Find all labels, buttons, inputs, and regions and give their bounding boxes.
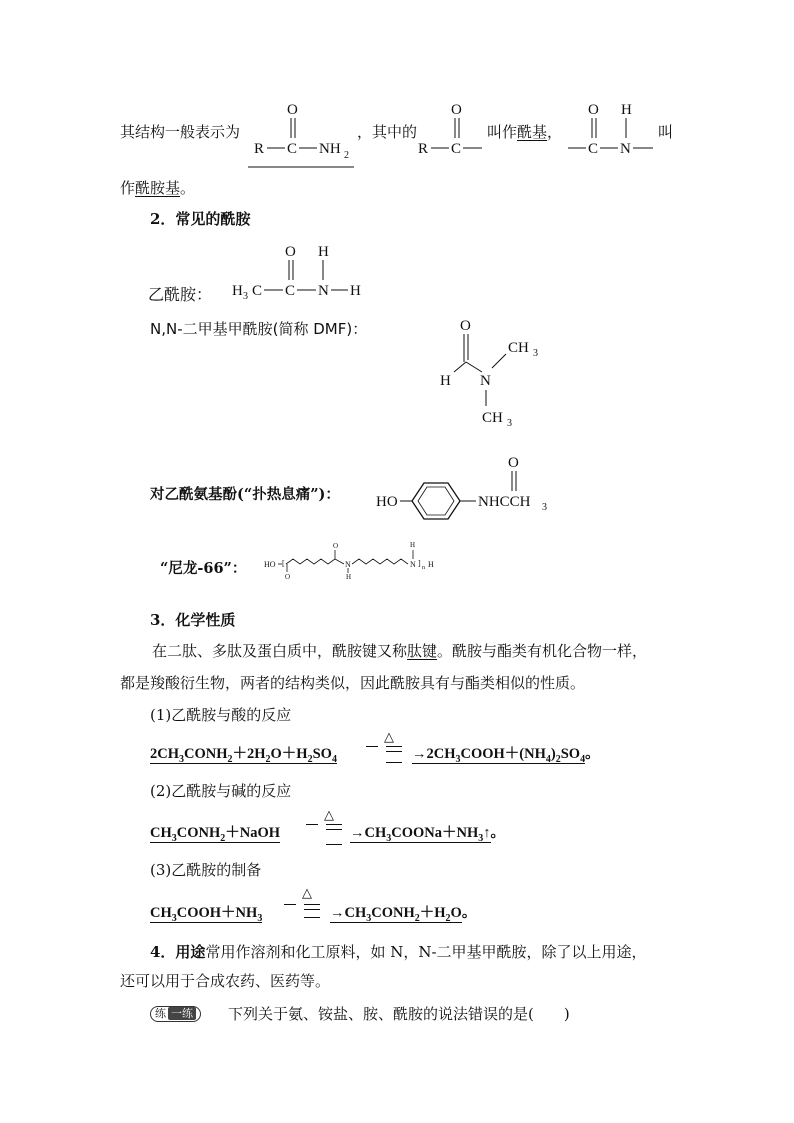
general-amide-structure: [248, 96, 363, 171]
heat-condition-1: △: [362, 732, 402, 768]
svg-text:O: O: [333, 542, 339, 550]
svg-text:HO: HO: [264, 560, 276, 569]
svg-text:H: H: [318, 244, 329, 260]
svg-text:3: 3: [542, 502, 547, 513]
equation-3-products: $\to CH_3CONH_2+H_2O$。: [330, 905, 477, 924]
section4-title: 4．用途: [150, 943, 206, 961]
intro-structure-text: 其结构一般表示为: [120, 123, 241, 141]
section3-title: 3．化学性质: [150, 611, 236, 629]
equation-1-products: $\to 2CH_3COOH+(NH_4)_2SO_4$。: [412, 746, 600, 765]
intro-comma-middle: ，其中的: [357, 123, 418, 141]
svg-text:HO: HO: [376, 494, 398, 510]
svg-text:H: H: [410, 541, 416, 549]
svg-text:CH: CH: [482, 410, 503, 426]
svg-text:C: C: [252, 283, 263, 299]
svg-text:O: O: [285, 573, 291, 580]
svg-text:3: 3: [533, 348, 538, 359]
equation-3: $CH_3COOH+NH_3$: [150, 905, 263, 924]
svg-text:O: O: [460, 318, 471, 334]
sub-2: 2: [344, 150, 349, 161]
svg-text:C: C: [451, 141, 462, 157]
svg-text:O: O: [285, 244, 296, 260]
section3-sub3: (3)乙酰胺的制备: [150, 861, 262, 879]
equation-1: $2CH_3CONH_2+2H_2O+H_2SO_4$: [150, 746, 337, 765]
nylon-label: “尼龙-66”：: [160, 560, 247, 577]
svg-text:]: ]: [418, 559, 421, 568]
atom-o: O: [287, 102, 298, 118]
svg-text:R: R: [418, 141, 429, 157]
svg-text:NHCCH: NHCCH: [478, 494, 531, 510]
acetamide-label: 乙酰胺：: [148, 285, 213, 304]
dmf-label: N,N-二甲基甲酰胺(简称 DMF)：: [150, 320, 368, 338]
atom-c: C: [287, 141, 298, 157]
heat-condition-3: △: [280, 888, 320, 924]
svg-text:3: 3: [243, 291, 248, 302]
svg-text:H: H: [350, 283, 361, 299]
svg-text:H: H: [428, 560, 434, 569]
svg-text:C: C: [285, 283, 296, 299]
svg-text:3: 3: [507, 418, 512, 429]
svg-text:O: O: [588, 102, 599, 118]
amide-group-structure: [566, 96, 658, 166]
acyl-name: 酰基: [517, 123, 548, 141]
svg-text:N: N: [318, 283, 329, 299]
section4-line1: 4．用途常用作溶剂和化工原料，如 N，N-二甲基甲酰胺，除了以上用途，: [150, 943, 647, 961]
svg-text:N: N: [345, 560, 351, 569]
amide-group-name: 酰胺基: [135, 179, 181, 197]
section4-line2: 还可以用于合成农药、医药等。: [120, 972, 331, 990]
atom-nh: NH: [319, 141, 341, 157]
svg-text:N: N: [480, 373, 491, 389]
heat-condition-2: △: [302, 810, 342, 848]
atom-r: R: [254, 141, 265, 157]
svg-text:CH: CH: [508, 340, 529, 356]
paracetamol-structure: [372, 450, 557, 520]
nylon66-structure: [262, 535, 462, 580]
section3-sub2: (2)乙酰胺与碱的反应: [150, 782, 292, 800]
section2-title: 2．常见的酰胺: [150, 210, 251, 228]
intro-jiao: 叫: [658, 123, 674, 141]
section3-sub1: (1)乙酰胺与酸的反应: [150, 706, 292, 724]
acetamide-structure: [228, 238, 368, 304]
svg-text:H: H: [440, 373, 451, 389]
intro-line2: 作酰胺基。: [120, 179, 196, 197]
svg-text:O: O: [508, 455, 519, 471]
practice-badge: 练 一练: [150, 1002, 201, 1022]
section3-para1: 在二肽、多肽及蛋白质中，酰胺键又称肽键。酰胺与酯类有机化合物一样，: [152, 642, 648, 660]
equation-2: $CH_3CONH_2+NaOH$: [150, 825, 281, 844]
acyl-structure: [414, 96, 486, 166]
section3-para2: 都是羧酸衍生物，两者的结构类似，因此酰胺具有与酯类相似的性质。: [120, 674, 586, 692]
intro-acyl-line: 叫作酰基，: [487, 123, 563, 141]
svg-text:[: [: [282, 559, 285, 568]
svg-text:n: n: [422, 565, 425, 571]
svg-text:C: C: [588, 141, 599, 157]
paracetamol-label: 对乙酰氨基酚(“扑热息痛”)：: [150, 486, 340, 503]
dmf-structure: [430, 310, 550, 435]
svg-text:N: N: [620, 141, 631, 157]
svg-text:H: H: [232, 283, 243, 299]
svg-text:O: O: [451, 102, 462, 118]
practice-question: 下列关于氨、铵盐、胺、酰胺的说法错误的是( ): [228, 1005, 570, 1023]
svg-text:N: N: [410, 560, 416, 569]
svg-text:H: H: [621, 102, 632, 118]
svg-text:H: H: [346, 573, 352, 580]
equation-2-products: $\to CH_3COONa+NH_3↑$。: [350, 825, 505, 844]
